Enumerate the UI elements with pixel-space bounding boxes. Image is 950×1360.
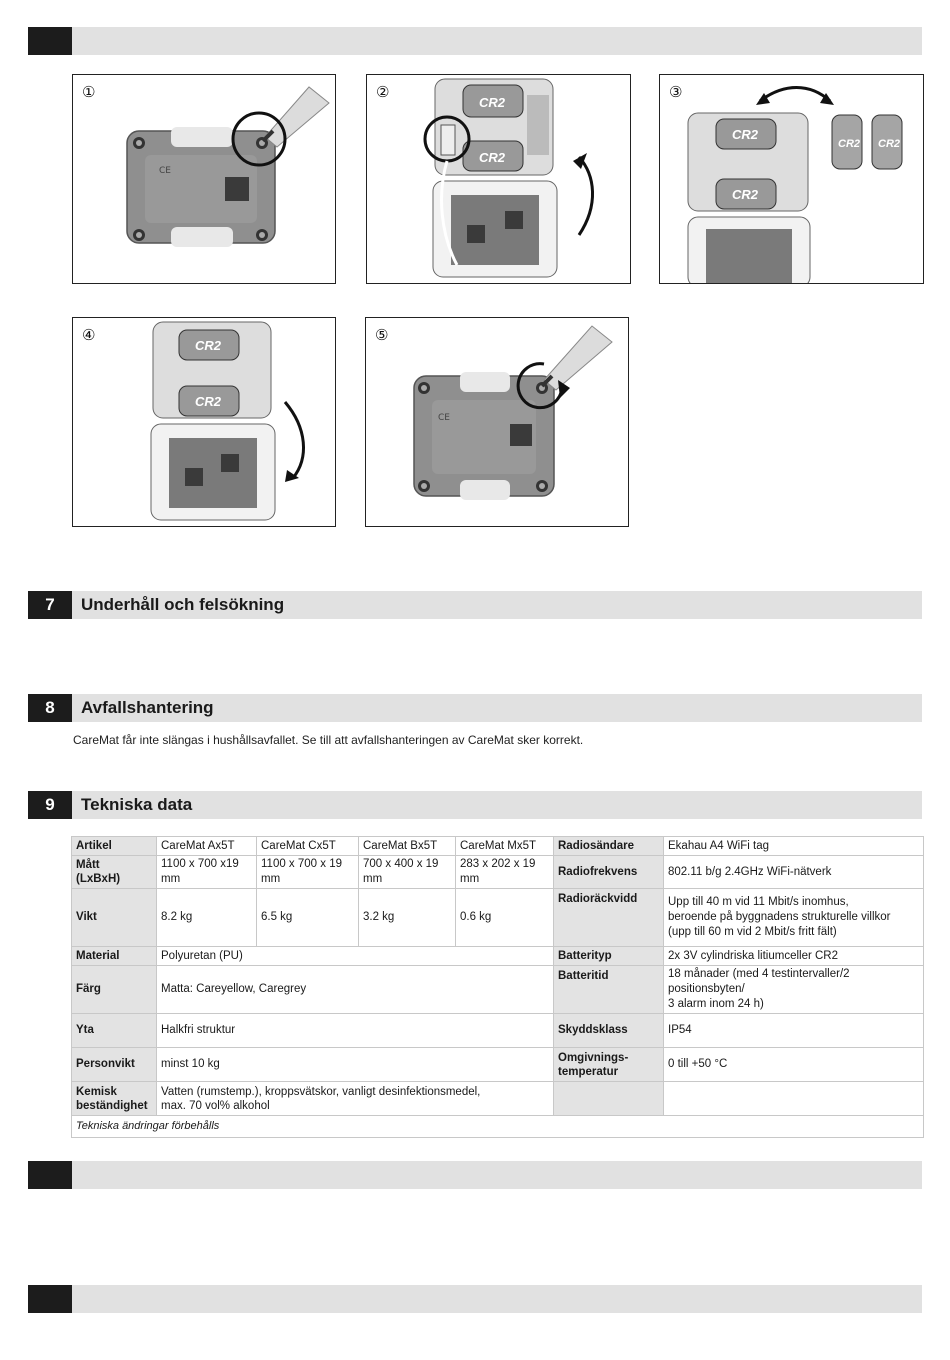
section-bar-8 xyxy=(28,694,922,722)
table-cell: minst 10 kg xyxy=(157,1048,554,1082)
table-cell-empty xyxy=(664,1082,924,1116)
section-bar-9 xyxy=(28,791,922,819)
battery-swap-illustration xyxy=(660,75,923,283)
table-row xyxy=(72,1048,924,1082)
table-row xyxy=(72,966,924,1014)
section-number xyxy=(28,1161,72,1189)
row-label: Personvikt xyxy=(72,1048,157,1082)
table-cell: 802.11 b/g 2.4GHz WiFi-nätverk xyxy=(664,856,924,889)
battery-label: CR2 xyxy=(479,95,506,110)
row-label: Yta xyxy=(72,1014,157,1048)
row-label: Omgivnings- temperatur xyxy=(554,1048,664,1082)
table-cell: IP54 xyxy=(664,1014,924,1048)
svg-text:CE: CE xyxy=(438,413,450,423)
row-label: Artikel xyxy=(72,837,157,856)
step-panel-5 xyxy=(365,317,629,527)
device-closing-illustration xyxy=(73,318,335,526)
section-number xyxy=(28,1285,72,1313)
table-cell: CareMat Bx5T xyxy=(359,837,456,856)
section-title: Tekniska data xyxy=(81,795,193,814)
section-bar-7 xyxy=(28,591,922,619)
step-number: ⑤ xyxy=(375,326,389,344)
step-number: ② xyxy=(376,83,390,101)
section-title: Avfallshantering xyxy=(81,698,214,717)
section-number: 7 xyxy=(28,591,72,619)
step-panel-4 xyxy=(72,317,336,527)
row-label: Radioräckvidd xyxy=(554,889,664,947)
table-cell: Upp till 40 m vid 11 Mbit/s inomhus, beroende på byggnadens strukturelle villkor (upp till 60 m vid 2 Mbit/s fritt fält) xyxy=(664,889,924,947)
section-number xyxy=(28,27,72,55)
battery-label: CR2 xyxy=(838,138,861,150)
disposal-paragraph: CareMat får inte slängas i hushållsavfallet. Se till att avfallshanteringen av CareMat sker korrekt. xyxy=(73,733,584,747)
svg-text:CE: CE xyxy=(159,166,171,176)
row-label: Material xyxy=(72,947,157,966)
table-cell: Matta: Careyellow, Caregrey xyxy=(157,966,554,1014)
row-label: Mått (LxBxH) xyxy=(72,856,157,889)
table-cell: CareMat Ax5T xyxy=(157,837,257,856)
row-label: Kemisk beständighet xyxy=(72,1082,157,1116)
device-screw-illustration xyxy=(366,318,628,526)
row-label: Vikt xyxy=(72,889,157,947)
table-cell: 283 x 202 x 19 mm xyxy=(456,856,554,889)
table-cell: 6.5 kg xyxy=(257,889,359,947)
step-panel-3 xyxy=(659,74,924,284)
table-row xyxy=(72,1014,924,1048)
step-number: ① xyxy=(82,83,96,101)
battery-label: CR2 xyxy=(732,127,759,142)
section-title: Underhåll och felsökning xyxy=(81,595,285,614)
row-label: Färg xyxy=(72,966,157,1014)
table-row xyxy=(72,1082,924,1116)
table-cell: 0.6 kg xyxy=(456,889,554,947)
battery-label: CR2 xyxy=(878,138,901,150)
section-bar-top xyxy=(28,27,922,55)
battery-label: CR2 xyxy=(479,150,506,165)
table-cell: 3.2 kg xyxy=(359,889,456,947)
table-row xyxy=(72,889,924,947)
step-number: ④ xyxy=(82,326,96,344)
table-cell: Ekahau A4 WiFi tag xyxy=(664,837,924,856)
table-cell: 8.2 kg xyxy=(157,889,257,947)
battery-label: CR2 xyxy=(195,394,222,409)
table-row xyxy=(72,947,924,966)
row-label: Skyddsklass xyxy=(554,1014,664,1048)
table-row xyxy=(72,1116,924,1138)
row-label: Batterityp xyxy=(554,947,664,966)
device-closed-illustration xyxy=(73,75,335,283)
table-cell: 18 månader (med 4 testintervaller/2 positionsbyten/ 3 alarm inom 24 h) xyxy=(664,966,924,1014)
table-cell-empty xyxy=(554,1082,664,1116)
table-cell: 0 till +50 °C xyxy=(664,1048,924,1082)
section-number: 9 xyxy=(28,791,72,819)
table-cell: Polyuretan (PU) xyxy=(157,947,554,966)
row-label: Radiosändare xyxy=(554,837,664,856)
step-panel-1 xyxy=(72,74,336,284)
table-cell: 700 x 400 x 19 mm xyxy=(359,856,456,889)
table-cell: Vatten (rumstemp.), kroppsvätskor, vanligt desinfektionsmedel, max. 70 vol% alkohol xyxy=(157,1082,554,1116)
table-footnote: Tekniska ändringar förbehålls xyxy=(72,1116,924,1138)
table-cell: Halkfri struktur xyxy=(157,1014,554,1048)
battery-label: CR2 xyxy=(732,187,759,202)
section-bar-blank-1 xyxy=(28,1161,922,1189)
tech-data-table xyxy=(71,836,924,1138)
table-cell: CareMat Mx5T xyxy=(456,837,554,856)
table-row xyxy=(72,837,924,856)
table-cell: 2x 3V cylindriska litiumceller CR2 xyxy=(664,947,924,966)
device-open-illustration xyxy=(367,75,630,283)
section-number: 8 xyxy=(28,694,72,722)
row-label: Batteritid xyxy=(554,966,664,1014)
battery-label: CR2 xyxy=(195,338,222,353)
table-cell: 1100 x 700 x19 mm xyxy=(157,856,257,889)
table-cell: 1100 x 700 x 19 mm xyxy=(257,856,359,889)
table-cell: CareMat Cx5T xyxy=(257,837,359,856)
section-bar-blank-2 xyxy=(28,1285,922,1313)
table-row xyxy=(72,856,924,889)
step-number: ③ xyxy=(669,83,683,101)
step-panel-2 xyxy=(366,74,631,284)
row-label: Radiofrekvens xyxy=(554,856,664,889)
